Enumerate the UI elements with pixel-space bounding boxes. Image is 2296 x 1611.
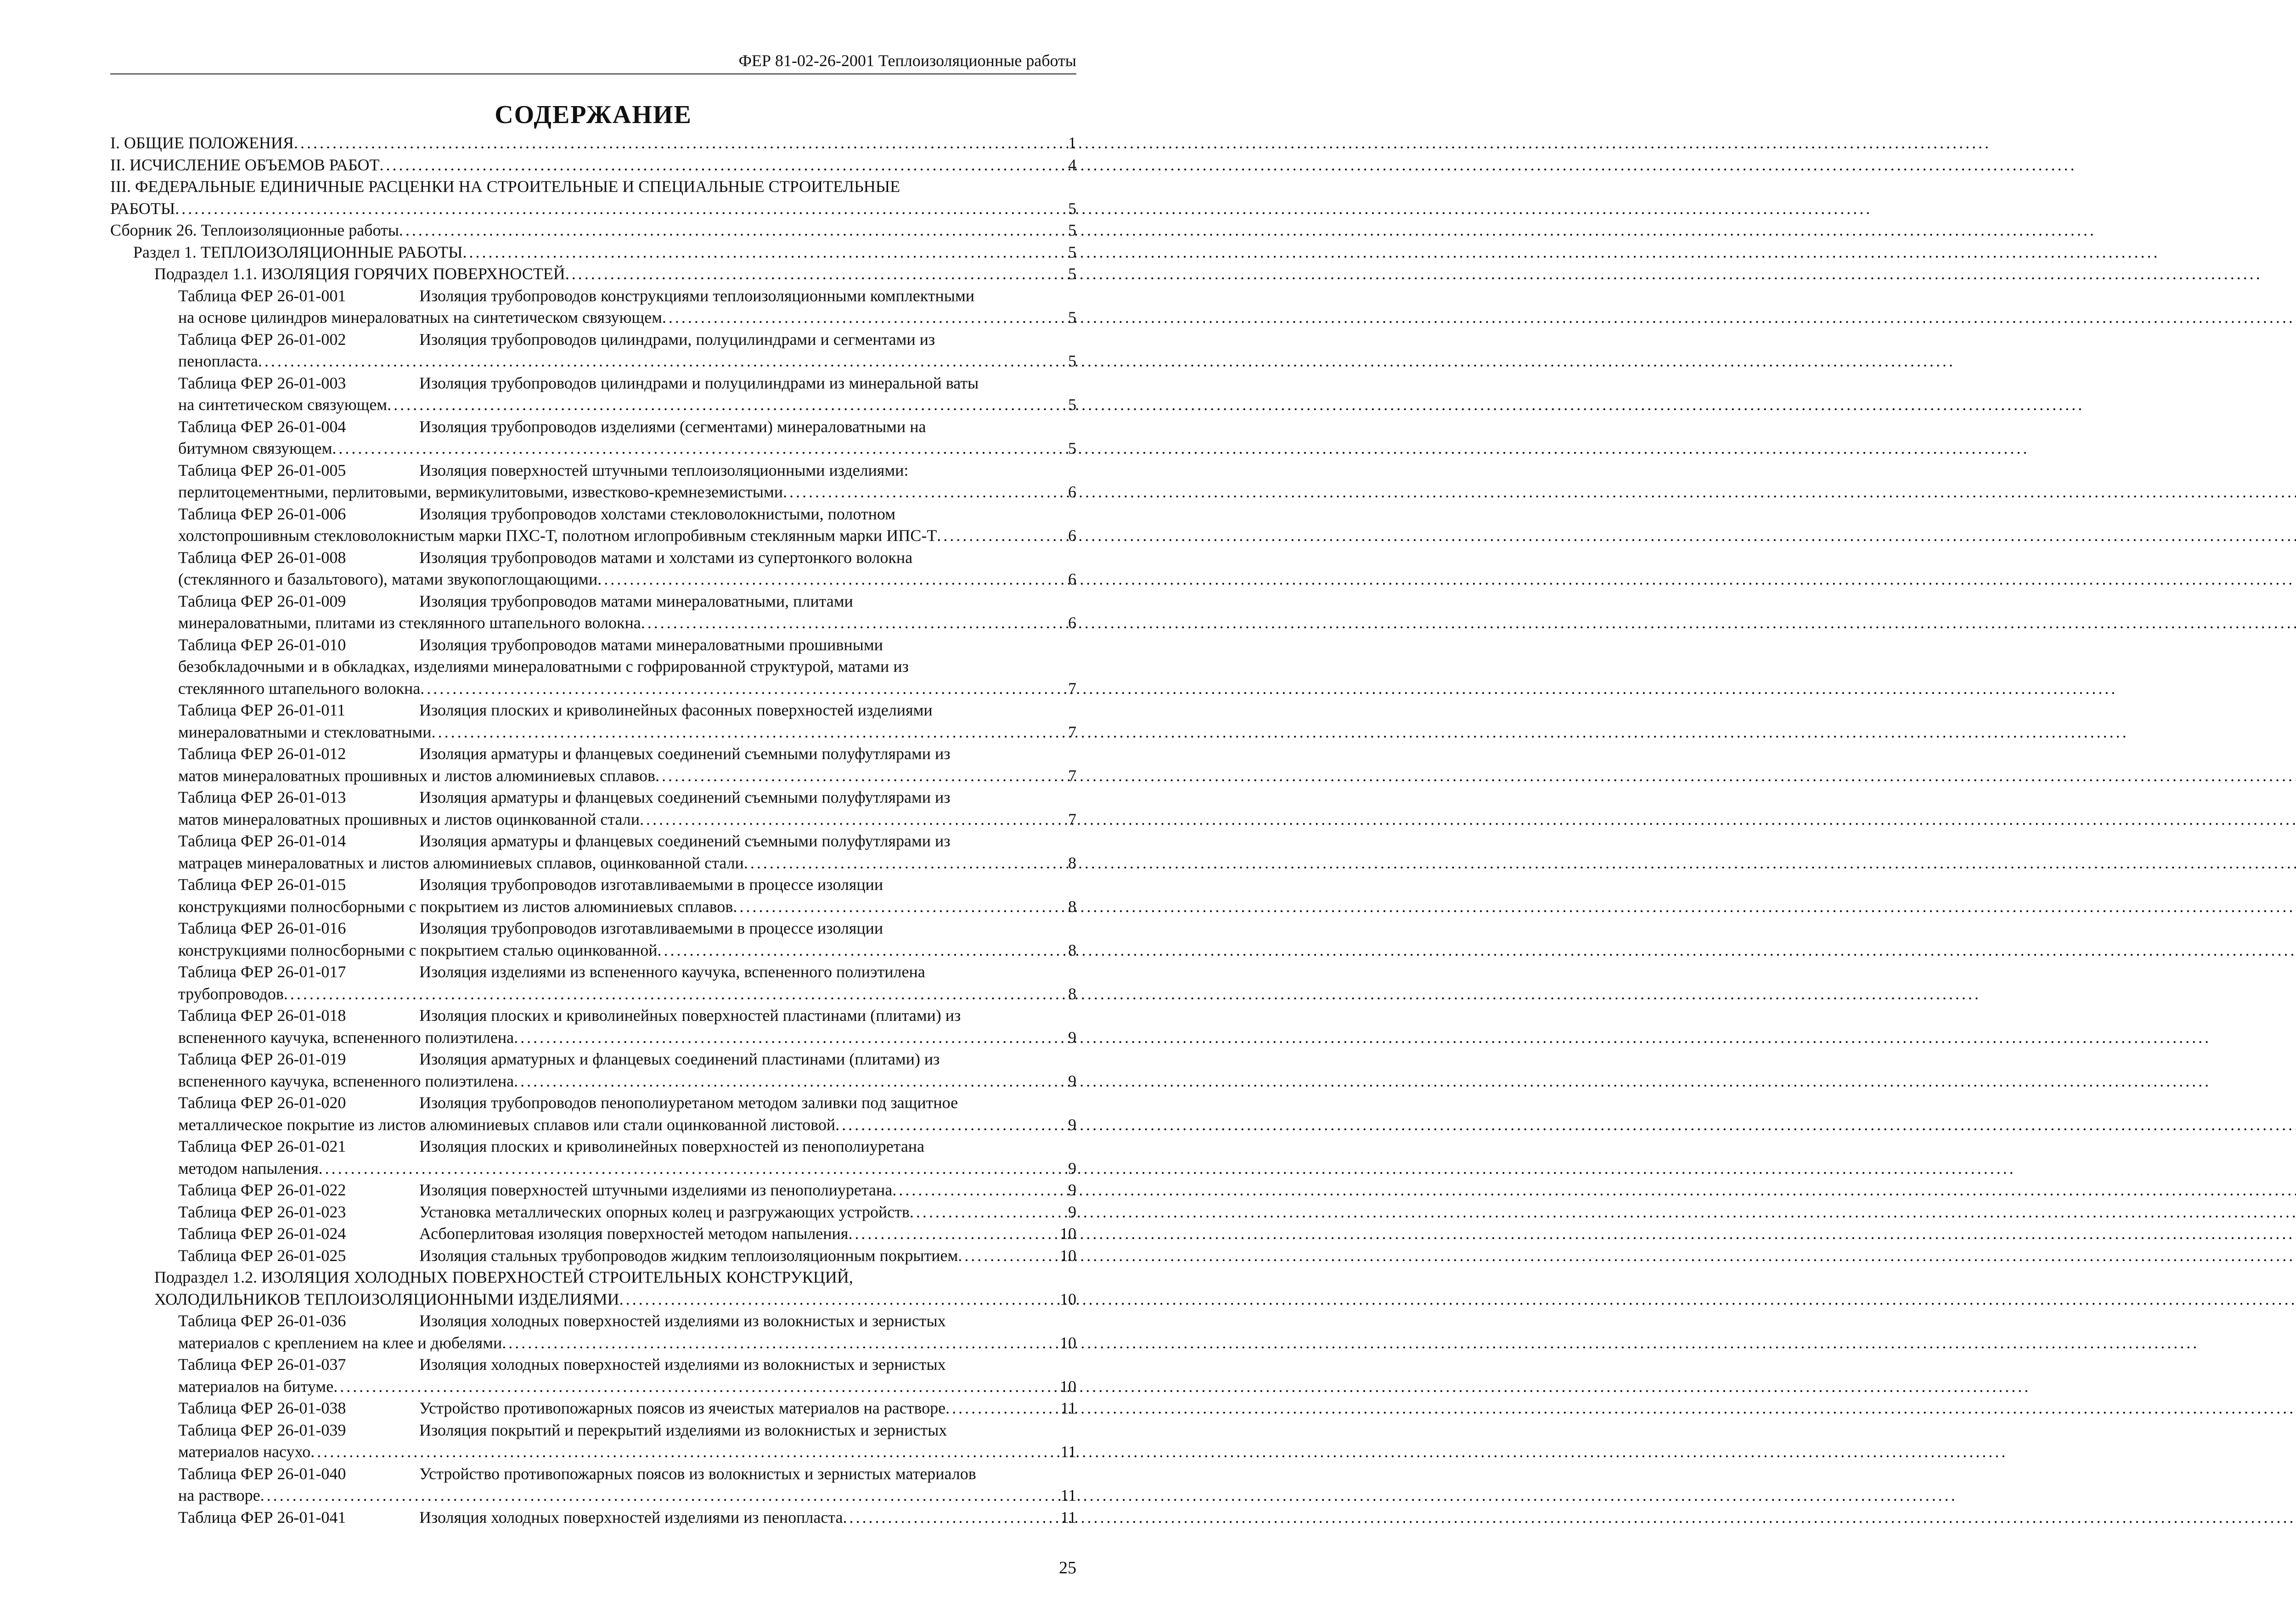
dot-leader [565,263,1066,285]
toc-page-number: 5 [1068,199,1076,218]
toc-entry-text: Изоляция плоских и криволинейных поверхностей пластинами (плитами) из [419,1006,961,1025]
toc-entry-text: Изоляция поверхностей штучными изделиями из пенополиуретана [419,1181,893,1199]
toc-page-number: 5 [1068,352,1076,370]
toc-entry-text: Подраздел 1.1. ИЗОЛЯЦИЯ ГОРЯЧИХ ПОВЕРХНОСТЕЙ [154,265,565,283]
toc-entry-table[interactable] [110,1048,1076,1092]
toc-page-number: 6 [1068,483,1076,501]
toc-entry-text: I. ОБЩИЕ ПОЛОЖЕНИЯ [110,134,294,152]
dot-leader [910,1201,1066,1223]
toc-page-number: 8 [1068,941,1076,959]
toc-entry-text: Асбоперлитовая изоляция поверхностей методом напыления [419,1224,849,1243]
toc-entry-table[interactable] [110,1354,1076,1397]
toc-entry-text: пенопласта [178,352,258,370]
toc-entry-text: Изоляция плоских и криволинейных поверхностей из пенополиуретана [419,1137,925,1155]
toc-entry-table[interactable] [110,1310,1076,1354]
toc-entry-text: металлическое покрытие из листов алюминиевых сплавов или стали оцинкованной листовой [178,1115,836,1134]
toc-entry-text: Изоляция трубопроводов матами минераловатными прошивными [419,635,883,654]
toc-entry-text: Подраздел 1.2. ИЗОЛЯЦИЯ ХОЛОДНЫХ ПОВЕРХНОСТЕЙ СТРОИТЕЛЬНЫХ КОНСТРУКЦИЙ, [154,1268,853,1286]
toc-entry-text: Изоляция холодных поверхностей изделиями из пенопласта [419,1508,843,1527]
toc-page-number: 7 [1068,810,1076,828]
toc-entry-text: Изоляция холодных поверхностей изделиями из волокнистых и зернистых [419,1355,946,1374]
toc-entry-text: Изоляция трубопроводов изготавливаемыми в процессе изоляции [419,919,884,937]
toc-page-number: 11 [1060,1486,1076,1504]
toc-entry-text: трубопроводов [178,984,284,1003]
dot-leader [294,132,1066,154]
toc-page-number: 10 [1060,1290,1076,1308]
toc-page-number: 5 [1068,439,1076,457]
toc-entry-text: Изоляция холодных поверхностей изделиями из волокнистых и зернистых [419,1312,946,1330]
toc-entry-table[interactable] [110,874,1076,918]
toc-entry-text: битумном связующем [178,439,332,457]
toc-entry-table[interactable] [110,1092,1076,1136]
toc-entry-text: Изоляция трубопроводов холстами стекловолокнистыми, полотном [419,504,896,523]
toc-table-code: Таблица ФЕР 26-01-025 [178,1246,346,1265]
dot-leader [310,1441,1058,1463]
toc-page-number: 4 [1068,155,1076,174]
dot-leader [332,438,1066,460]
toc-entry-table[interactable] [110,1419,1076,1463]
toc-page-number: 10 [1060,1333,1076,1352]
toc-page-number: 8 [1068,853,1076,872]
dot-leader [432,721,1066,744]
toc-table-code: Таблица ФЕР 26-01-024 [178,1224,346,1243]
toc-table-code: Таблица ФЕР 26-01-008 [178,548,346,567]
toc-entry-table[interactable] [110,329,1076,372]
toc-page-number: 7 [1068,679,1076,698]
toc-table-code: Таблица ФЕР 26-01-039 [178,1420,346,1439]
toc-page-number: 9 [1068,1071,1076,1090]
toc-page-number: 1 [1068,134,1076,152]
toc-entry-table[interactable] [110,1223,1076,1245]
toc-table-code: Таблица ФЕР 26-01-011 [178,701,346,719]
toc-entry-text: Раздел 1. ТЕПЛОИЗОЛЯЦИОННЫЕ РАБОТЫ [133,242,463,261]
toc-entry-table[interactable] [110,743,1076,787]
dot-leader [420,678,1066,700]
toc-entry-heading[interactable] [110,263,1076,285]
toc-page-number: 5 [1068,265,1076,283]
dot-leader [641,612,1066,634]
toc-table-code: Таблица ФЕР 26-01-023 [178,1202,346,1221]
toc-page-number: 8 [1068,897,1076,916]
toc-page-number: 6 [1068,526,1076,545]
toc-entry-text: безобкладочными и в обкладках, изделиями минераловатными с гофрированной структурой, матами из [178,657,909,676]
toc-table-code: Таблица ФЕР 26-01-015 [178,875,346,894]
toc-table-code: Таблица ФЕР 26-01-040 [178,1464,346,1483]
toc-entry-table[interactable] [110,1201,1076,1223]
toc-page-number: 5 [1068,221,1076,239]
dot-leader [783,481,1066,503]
toc-entry-text: Изоляция изделиями из вспененного каучука, вспененного полиэтилена [419,963,925,981]
dot-leader [284,983,1066,1005]
toc-table-code: Таблица ФЕР 26-01-004 [178,417,346,436]
toc-entry-table[interactable] [110,547,1076,591]
table-of-contents [110,132,1076,1528]
dot-leader [658,940,1066,962]
toc-table-code: Таблица ФЕР 26-01-002 [178,330,346,349]
dot-leader [848,1223,1058,1245]
toc-entry-table[interactable] [110,503,1076,547]
toc-page-number: 5 [1068,242,1076,261]
toc-entry-text: Изоляция стальных трубопроводов жидким теплоизоляционным покрытием [419,1246,958,1265]
toc-page-number: 11 [1060,1442,1076,1461]
toc-table-code: Таблица ФЕР 26-01-014 [178,832,346,850]
toc-page-number: 6 [1068,614,1076,632]
toc-page-number: 8 [1068,984,1076,1003]
toc-entry-text: Изоляция поверхностей штучными теплоизоляционными изделиями: [419,461,909,479]
toc-entry-text: вспененного каучука, вспененного полиэтилена [178,1028,514,1047]
toc-page-number: 10 [1060,1224,1076,1243]
toc-entry-table[interactable] [110,591,1076,634]
toc-entry-text: Изоляция трубопроводов матами минераловатными, плитами [419,591,853,610]
toc-entry-table[interactable] [110,1179,1076,1201]
toc-entry-table[interactable] [110,1136,1076,1179]
toc-entry-text: на синтетическом связующем [178,395,388,414]
toc-entry-table[interactable] [110,460,1076,503]
toc-page-number: 9 [1068,1115,1076,1134]
dot-leader [260,1485,1059,1507]
toc-entry-table[interactable] [110,699,1076,743]
toc-entry-table[interactable] [110,372,1076,416]
toc-page-number: 9 [1068,1181,1076,1199]
toc-entry-text: (стеклянного и базальтового), матами звукопоглощающими [178,570,598,588]
toc-page-number: 11 [1060,1399,1076,1417]
toc-entry-text: стеклянного штапельного волокна [178,679,421,698]
toc-entry-text: Изоляция трубопроводов цилиндрами и полуцилиндрами из минеральной ваты [419,373,979,392]
toc-table-code: Таблица ФЕР 26-01-019 [178,1050,346,1068]
toc-entry-heading[interactable] [110,132,1076,154]
toc-entry-text: Установка металлических опорных колец и разгружающих устройств [419,1202,910,1221]
dot-leader [655,765,1066,787]
toc-entry-text: Устройство противопожарных поясов из ячеистых материалов на растворе [419,1399,946,1417]
dot-leader [958,1245,1058,1267]
toc-entry-text: ХОЛОДИЛЬНИКОВ ТЕПЛОИЗОЛЯЦИОННЫМИ ИЗДЕЛИЯМИ [154,1290,619,1308]
dot-leader [175,198,1066,220]
toc-entry-text: на растворе [178,1486,260,1504]
toc-entry-heading[interactable] [110,1267,1076,1310]
toc-entry-text: Изоляция плоских и криволинейных фасонных поверхностей изделиями [419,701,933,719]
toc-entry-text: II. ИСЧИСЛЕНИЕ ОБЪЕМОВ РАБОТ [110,155,380,174]
dot-leader [258,350,1066,372]
toc-table-code: Таблица ФЕР 26-01-012 [178,744,346,763]
toc-page-number: 5 [1068,308,1076,327]
toc-entry-text: Изоляция трубопроводов изделиями (сегментами) минераловатными на [419,417,926,436]
dot-leader [733,896,1066,918]
toc-entry-text: Сборник 26. Теплоизоляционные работы [110,221,399,239]
dot-leader [502,1332,1058,1354]
toc-entry-text: матов минераловатных прошивных и листов оцинкованной стали [178,810,640,828]
toc-table-code: Таблица ФЕР 26-01-006 [178,504,346,523]
toc-entry-heading[interactable] [110,242,1076,264]
toc-table-code: Таблица ФЕР 26-01-041 [178,1508,346,1527]
dot-leader [333,1376,1058,1398]
toc-entry-text: Изоляция арматурных и фланцевых соединений пластинами (плитами) из [419,1050,940,1068]
toc-page-number: 9 [1068,1028,1076,1047]
dot-leader [514,1027,1066,1049]
dot-leader [319,1158,1066,1180]
toc-entry-text: Изоляция трубопроводов пенополиуретаном методом заливки под защитное [419,1093,958,1112]
toc-table-code: Таблица ФЕР 26-01-017 [178,963,346,981]
toc-entry-text: Изоляция трубопроводов матами и холстами из супертонкого волокна [419,548,913,567]
dot-leader [892,1179,1066,1201]
toc-entry-table[interactable] [110,285,1076,329]
toc-entry-text: холстопрошивным стекловолокнистым марки ПХС-Т, полотном иглопробивным стеклянным марки ИПС-Т [178,526,937,545]
toc-entry-table[interactable] [110,1397,1076,1419]
toc-table-code: Таблица ФЕР 26-01-036 [178,1312,346,1330]
toc-table-code: Таблица ФЕР 26-01-038 [178,1399,346,1417]
toc-entry-table[interactable] [110,830,1076,874]
dot-leader [597,569,1066,591]
toc-entry-heading[interactable] [110,220,1076,242]
toc-entry-text: конструкциями полносборными с покрытием из листов алюминиевых сплавов [178,897,733,916]
toc-table-code: Таблица ФЕР 26-01-037 [178,1355,346,1374]
dot-leader [514,1070,1066,1093]
dot-leader [463,242,1067,264]
toc-table-code: Таблица ФЕР 26-01-010 [178,635,346,654]
toc-page-number: 10 [1060,1377,1076,1396]
toc-entry-text: перлитоцементными, перлитовыми, вермикулитовыми, известково-кремнеземистыми [178,483,783,501]
toc-entry-text: Изоляция арматуры и фланцевых соединений съемными полуфутлярами из [419,744,951,763]
toc-entry-text: вспененного каучука, вспененного полиэтилена [178,1071,514,1090]
toc-table-code: Таблица ФЕР 26-01-022 [178,1181,346,1199]
toc-entry-table[interactable] [110,1005,1076,1048]
toc-entry-text: методом напыления [178,1159,319,1177]
toc-entry-text: матрацев минераловатных и листов алюминиевых сплавов, оцинкованной стали [178,853,744,872]
toc-entry-text: Изоляция трубопроводов изготавливаемыми в процессе изоляции [419,875,884,894]
toc-entry-table[interactable] [110,1463,1076,1507]
toc-entry-text: Устройство противопожарных поясов из волокнистых и зернистых материалов [419,1464,976,1483]
toc-page-number: 7 [1068,722,1076,741]
toc-entry-table[interactable] [110,787,1076,830]
toc-entry-text: материалов насухо [178,1442,311,1461]
toc-table-code: Таблица ФЕР 26-01-018 [178,1006,346,1025]
toc-page-number: 7 [1068,766,1076,785]
toc-page-number: 9 [1068,1159,1076,1177]
dot-leader [380,154,1066,176]
toc-entry-table[interactable] [110,416,1076,460]
toc-table-code: Таблица ФЕР 26-01-013 [178,788,346,806]
dot-leader [387,394,1066,416]
toc-entry-text: Изоляция арматуры и фланцевых соединений съемными полуфутлярами из [419,832,951,850]
toc-entry-text: материалов с креплением на клее и дюбелями [178,1333,502,1352]
page-title: СОДЕРЖАНИЕ [495,101,692,129]
toc-entry-table[interactable] [110,634,1076,700]
toc-page-number: 9 [1068,1202,1076,1221]
document-page [0,0,1139,1611]
toc-page-number: 6 [1068,570,1076,588]
toc-entry-table[interactable] [110,1245,1076,1267]
toc-entry-text: матов минераловатных прошивных и листов алюминиевых сплавов [178,766,655,785]
toc-entry-table[interactable] [110,1507,1076,1529]
toc-table-code: Таблица ФЕР 26-01-021 [178,1137,346,1155]
toc-entry-text: Изоляция покрытий и перекрытий изделиями из волокнистых и зернистых [419,1420,947,1439]
toc-entry-text: на основе цилиндров минераловатных на синтетическом связующем [178,308,662,327]
toc-page-number: 10 [1060,1246,1076,1265]
running-header: ФЕР 81-02-26-2001 Теплоизоляционные работы [110,50,1076,74]
toc-entry-heading[interactable] [110,176,1076,220]
toc-entry-text: материалов на битуме [178,1377,334,1396]
toc-table-code: Таблица ФЕР 26-01-001 [178,286,346,305]
toc-table-code: Таблица ФЕР 26-01-020 [178,1093,346,1112]
toc-entry-heading[interactable] [110,154,1076,176]
toc-entry-text: Изоляция трубопроводов цилиндрами, полуцилиндрами и сегментами из [419,330,935,349]
toc-entry-table[interactable] [110,918,1076,961]
toc-table-code: Таблица ФЕР 26-01-009 [178,591,346,610]
toc-entry-text: Изоляция арматуры и фланцевых соединений съемными полуфутлярами из [419,788,951,806]
toc-table-code: Таблица ФЕР 26-01-003 [178,373,346,392]
dot-leader [399,220,1066,242]
page-number: 25 [1059,1558,1076,1577]
toc-entry-text: конструкциями полносборными с покрытием сталью оцинкованной [178,941,658,959]
dot-leader [945,1397,1058,1419]
toc-table-code: Таблица ФЕР 26-01-016 [178,919,346,937]
toc-table-code: Таблица ФЕР 26-01-005 [178,461,346,479]
dot-leader [835,1114,1066,1136]
toc-entry-text: Изоляция трубопроводов конструкциями теплоизоляционными комплектными [419,286,974,305]
toc-entry-text: минераловатными, плитами из стеклянного штапельного волокна [178,614,641,632]
dot-leader [937,525,1066,547]
dot-leader [640,809,1066,831]
dot-leader [662,307,1066,329]
toc-entry-table[interactable] [110,961,1076,1005]
dot-leader [619,1289,1058,1311]
toc-page-number: 11 [1060,1508,1076,1527]
toc-entry-text: РАБОТЫ [110,199,175,218]
toc-entry-text: III. ФЕДЕРАЛЬНЫЕ ЕДИНИЧНЫЕ РАСЦЕНКИ НА СТРОИТЕЛЬНЫЕ И СПЕЦИАЛЬНЫЕ СТРОИТЕЛЬНЫЕ [110,177,900,196]
dot-leader [843,1507,1058,1529]
dot-leader [744,852,1066,874]
toc-entry-text: минераловатными и стекловатными [178,722,432,741]
toc-page-number: 5 [1068,395,1076,414]
